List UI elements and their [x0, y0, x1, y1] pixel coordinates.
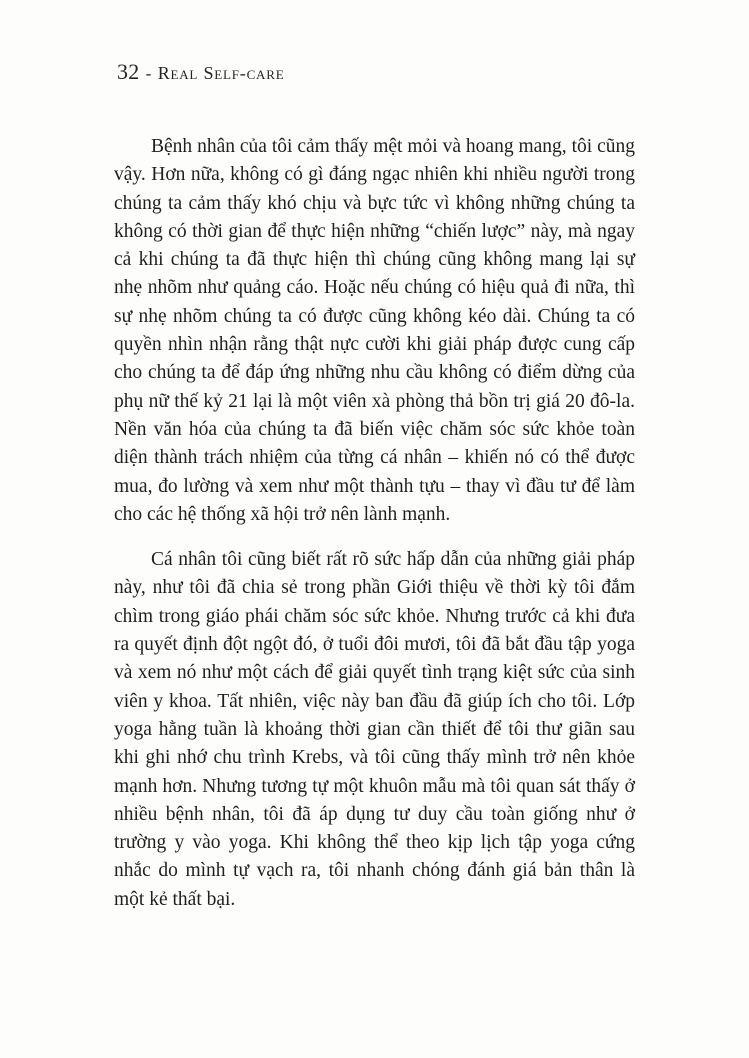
page-body — [114, 133, 635, 914]
header-separator: - — [145, 64, 152, 83]
paragraph-2: Cá nhân tôi cũng biết rất rõ sức hấp dẫn của những giải pháp này, như tôi đã chia sẻ trong phần Giới thiệu về thời kỳ tôi đắm chìm trong giáo phái chăm sóc sức khỏe. Nhưng trước cả khi đưa ra quyết định đột ngột đó, ở tuổi đôi mươi, tôi đã bắt đầu tập yoga và xem nó như một cách để giải quyết tình trạng kiệt sức của sinh viên y khoa. Tất nhiên, việc này ban đầu đã giúp ích cho tôi. Lớp yoga hằng tuần là khoảng thời gian cần thiết để tôi thư giãn sau khi ghi nhớ chu trình Krebs, và tôi cũng thấy mình trở nên khỏe mạnh hơn. Nhưng tương tự một khuôn mẫu mà tôi quan sát thấy ở nhiều bệnh nhân, tôi đã áp dụng tư duy cầu toàn giống như ở trường y vào yoga. Khi không thể theo kịp lịch tập yoga cứng nhắc do mình tự vạch ra, tôi nhanh chóng đánh giá bản thân là một kẻ thất bại. — [114, 549, 635, 910]
paragraph-1: Bệnh nhân của tôi cảm thấy mệt mỏi và hoang mang, tôi cũng vậy. Hơn nữa, không có gì đáng ngạc nhiên khi nhiều người trong chúng ta cảm thấy khó chịu và bực tức vì không những chúng ta không có thời gian để thực hiện những “chiến lược” này, mà ngay cả khi chúng ta đã thực hiện thì chúng cũng không mang lại sự nhẹ nhõm như quảng cáo. Hoặc nếu chúng có hiệu quả đi nữa, thì sự nhẹ nhõm chúng ta có được cũng không kéo dài. Chúng ta có quyền nhìn nhận rằng thật nực cười khi giải pháp được cung cấp cho chúng ta để đáp ứng những nhu cầu không có điểm dừng của phụ nữ thế kỷ 21 lại là một viên xà phòng thả bồn trị giá 20 đô-la. Nền văn hóa của chúng ta đã biến việc chăm sóc sức khỏe toàn diện thành trách nhiệm của từng cá nhân – khiến nó có thể được mua, đo lường và xem như một thành tựu – thay vì đầu tư để làm cho các hệ thống xã hội trở nên lành mạnh. — [114, 136, 635, 525]
page-number: 32 — [117, 59, 140, 84]
book-title: Real Self-care — [157, 63, 285, 83]
running-header — [117, 60, 284, 84]
